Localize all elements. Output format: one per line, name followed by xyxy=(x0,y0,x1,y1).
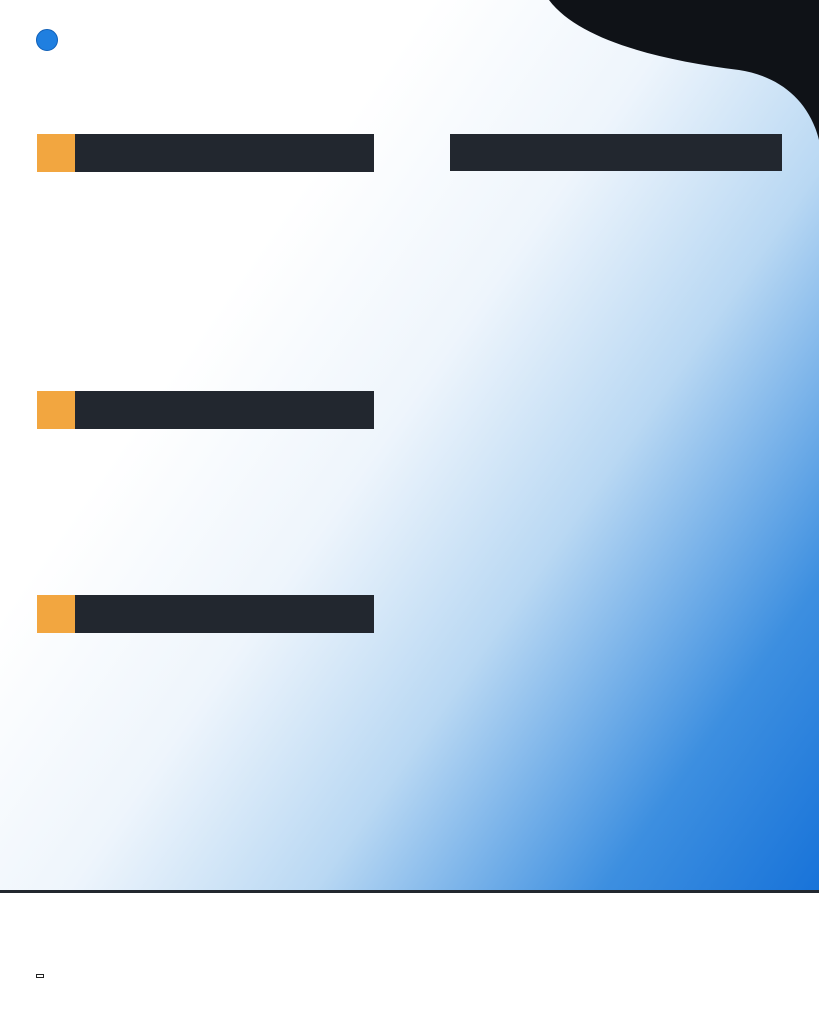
upcard-header xyxy=(450,134,782,171)
hard-hands-header xyxy=(37,134,374,172)
pairs-table xyxy=(37,595,374,633)
pairs-label xyxy=(37,595,75,633)
strategy-table-pill xyxy=(36,29,58,51)
pairs-heading xyxy=(75,595,374,633)
soft-hands-label xyxy=(37,391,75,429)
strategy-grid xyxy=(450,134,782,171)
soft-hands-heading xyxy=(75,391,374,429)
legend-otherwise xyxy=(36,974,52,978)
hard-hands-heading xyxy=(75,134,374,172)
soft-hands-table xyxy=(37,391,374,429)
pairs-header xyxy=(37,595,374,633)
hard-hands-label xyxy=(37,134,75,172)
soft-hands-header xyxy=(37,391,374,429)
legend-ow-code xyxy=(36,974,44,978)
legend-divider xyxy=(0,890,819,893)
hard-hands-table xyxy=(37,134,374,172)
brand-logo xyxy=(662,14,792,66)
